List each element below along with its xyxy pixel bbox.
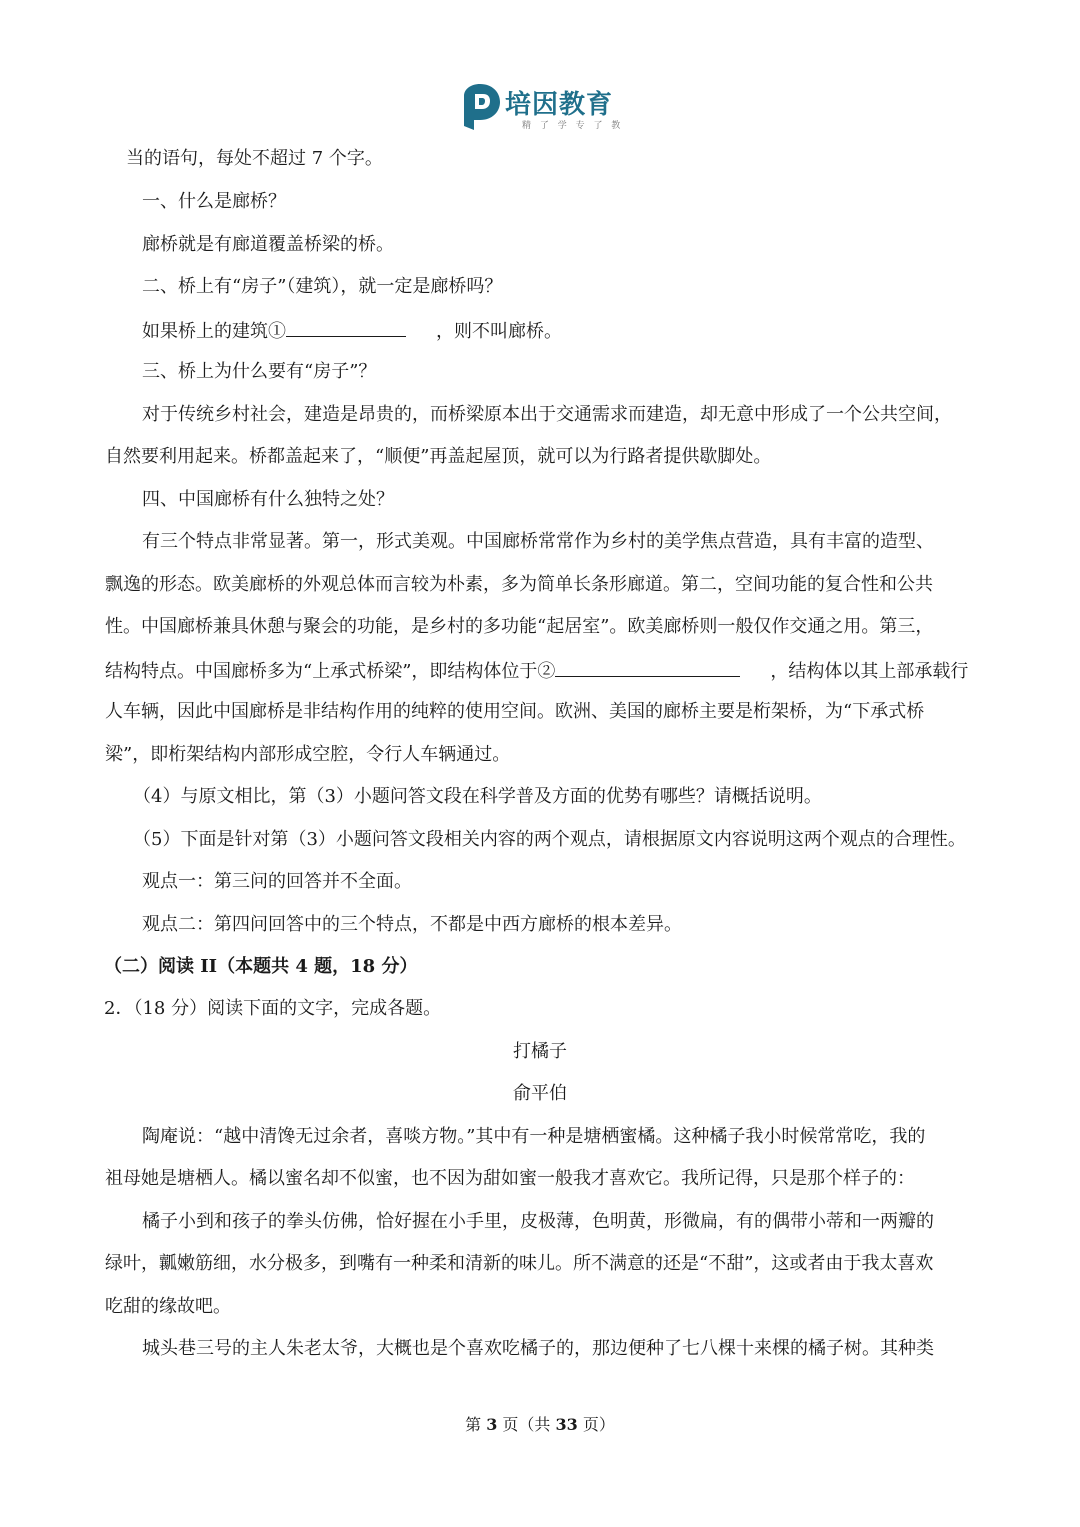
text-line: 飘逸的形态。欧美廊桥的外观总体而言较为朴素，多为简单长条形廊道。第二，空间功能的复合性和公共 xyxy=(105,574,933,595)
text-line: 梁”，即桁架结构内部形成空腔，令行人车辆通过。 xyxy=(105,744,511,765)
text-line: 人车辆，因此中国廊桥是非结构作用的纯粹的使用空间。欧洲、美国的廊桥主要是桁架桥，为“下承式桥 xyxy=(105,701,925,722)
article-title: 打橘子 xyxy=(513,1041,567,1062)
text-segment: 结构特点。中国廊桥多为“上承式桥梁”，即结构体位于② xyxy=(105,661,556,682)
question-heading: 一、什么是廊桥？ xyxy=(142,191,286,212)
brand-name: 培因教育 xyxy=(505,90,614,120)
section-heading: （二）阅读 II（本题共 4 题，18 分） xyxy=(104,956,418,977)
viewpoint-2: 观点二：第四问回答中的三个特点，不都是中西方廊桥的根本差异。 xyxy=(142,914,682,935)
text-line: 自然要利用起来。桥都盖起来了，“顺便”再盖起屋顶，就可以为行路者提供歇脚处。 xyxy=(105,446,772,467)
text-line: 祖母她是塘栖人。橘以蜜名却不似蜜，也不因为甜如蜜一般我才喜欢它。我所记得，只是那个样子的： xyxy=(105,1168,915,1189)
text-line: 有三个特点非常显著。第一，形式美观。中国廊桥常常作为乡村的美学焦点营造，具有丰富的造型、 xyxy=(142,531,934,552)
footer-middle: 页（共 xyxy=(497,1415,556,1434)
page-number: 3 xyxy=(486,1415,498,1434)
page-total: 33 xyxy=(555,1415,578,1434)
text-line: 橘子小到和孩子的拳头仿佛，恰好握在小手里，皮极薄，色明黄，形微扁，有的偶带小蒂和一两瓣的 xyxy=(142,1211,934,1232)
text-line: 性。中国廊桥兼具休憩与聚会的功能，是乡村的多功能“起居室”。欧美廊桥则一般仅作交通之用。第三， xyxy=(105,616,934,637)
answer-blank-2[interactable] xyxy=(555,658,740,677)
answer-blank-1[interactable] xyxy=(286,318,406,337)
question-item: （5）下面是针对第（3）小题问答文段相关内容的两个观点，请根据原文内容说明这两个观点的合理性。 xyxy=(133,829,966,850)
fill-blank-line xyxy=(142,318,562,344)
footer-suffix: 页） xyxy=(577,1415,615,1434)
viewpoint-1: 观点一：第三问的回答并不全面。 xyxy=(142,871,412,892)
question-item: （4）与原文相比，第（3）小题问答文段在科学普及方面的优势有哪些？请概括说明。 xyxy=(133,786,822,807)
question-heading: 三、桥上为什么要有“房子”？ xyxy=(142,361,377,382)
text-line: 城头巷三号的主人朱老太爷，大概也是个喜欢吃橘子的，那边便种了七八棵十来棵的橘子树。其种类 xyxy=(142,1338,934,1359)
logo-mark-icon xyxy=(458,82,502,132)
text-segment: ，结构体以其上部承载行 xyxy=(770,661,969,682)
fill-blank-line xyxy=(105,658,968,684)
text-segment: 如果桥上的建筑① xyxy=(142,321,286,342)
question-heading: 二、桥上有“房子”（建筑），就一定是廊桥吗？ xyxy=(142,276,503,297)
footer-prefix: 第 xyxy=(465,1415,487,1434)
text-segment: ，则不叫廊桥。 xyxy=(436,321,562,342)
question-heading: 四、中国廊桥有什么独特之处？ xyxy=(142,489,394,510)
article-author: 俞平伯 xyxy=(513,1083,567,1104)
text-line: 绿叶，瓤嫩筋细，水分极多，到嘴有一种柔和清新的味儿。所不满意的还是“不甜”，这或者由于我太喜欢 xyxy=(105,1253,934,1274)
text-line: 当的语句，每处不超过 7 个字。 xyxy=(126,148,383,169)
text-line: 陶庵说：“越中清馋无过余者，喜啖方物。”其中有一种是塘栖蜜橘。这种橘子我小时候常常吃，我的 xyxy=(142,1126,926,1147)
page-footer xyxy=(0,1414,1080,1436)
brand-slogan: 精 了 学 专 了 教 xyxy=(522,121,624,131)
text-line: 对于传统乡村社会，建造是昂贵的，而桥梁原本出于交通需求而建造，却无意中形成了一个公共空间， xyxy=(142,404,952,425)
text-line: 廊桥就是有廊道覆盖桥梁的桥。 xyxy=(142,234,394,255)
text-line: 吃甜的缘故吧。 xyxy=(105,1296,231,1317)
question-item: 2．（18 分）阅读下面的文字，完成各题。 xyxy=(104,998,442,1019)
